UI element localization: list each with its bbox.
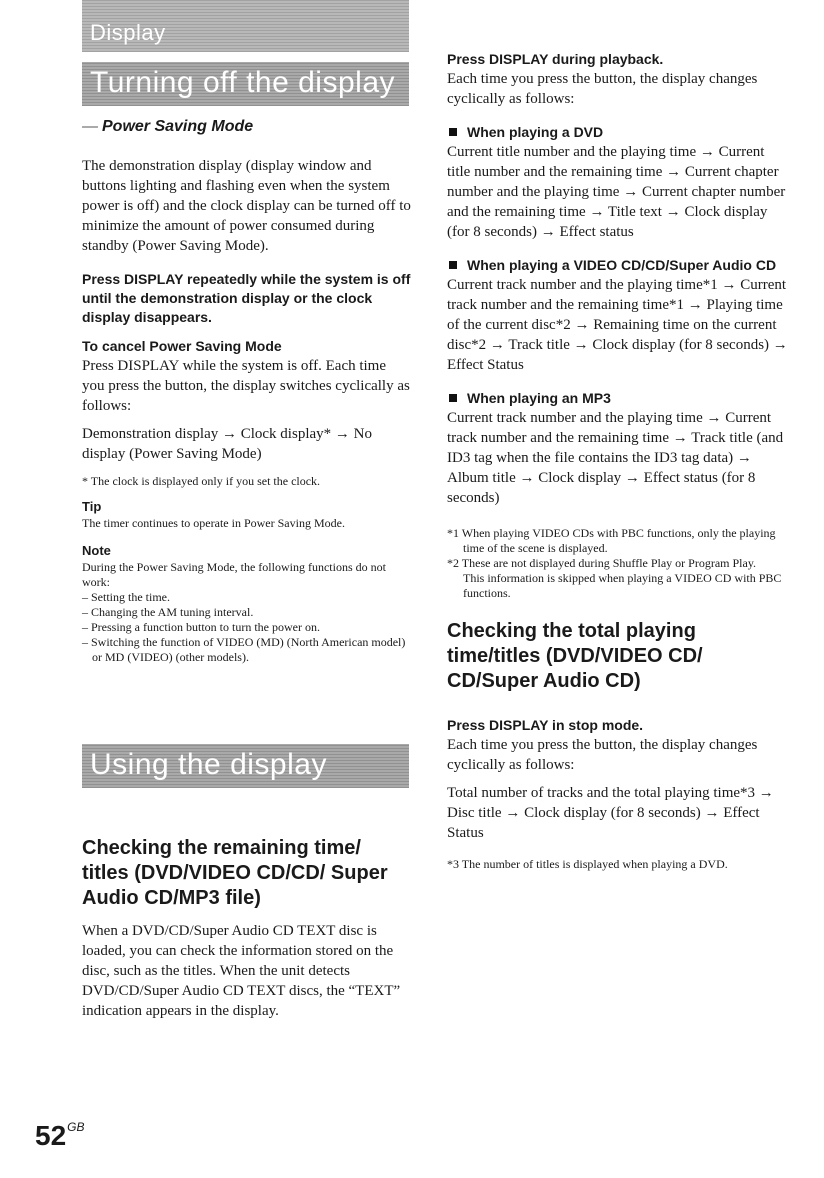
footnote-3: *3 The number of titles is displayed when playing a DVD. xyxy=(447,857,728,871)
section-tab-label: Display xyxy=(90,20,166,45)
press-playback-text: Each time you press the button, the display changes cyclically as follows: xyxy=(447,71,758,107)
banner-turning-off-label: Turning off the display xyxy=(90,66,396,99)
banner-using-display xyxy=(82,744,409,788)
page-suffix: GB xyxy=(67,1120,85,1134)
footnote-1: *1 When playing VIDEO CDs with PBC functions, only the playing time of the scene is displayed. xyxy=(447,526,776,555)
stop-cycle-text: Total number of tracks and the total playing time*3 → Disc title → Clock display (for 8 seconds) → Effect Status xyxy=(447,785,774,841)
page-number-value: 52 xyxy=(35,1120,67,1151)
banner-turning-off xyxy=(82,62,409,106)
footnote-2: *2 These are not displayed during Shuffle Play or Program Play. xyxy=(447,556,757,570)
cycle-text: Demonstration display → Clock display* → No display (Power Saving Mode) xyxy=(82,426,372,462)
note-heading: Note xyxy=(82,543,111,558)
press-stop-heading: Press DISPLAY in stop mode. xyxy=(447,717,644,733)
right-column-body xyxy=(447,50,789,872)
page-number xyxy=(35,1120,85,1152)
cancel-heading: To cancel Power Saving Mode xyxy=(82,338,282,354)
tip-heading: Tip xyxy=(82,499,102,514)
footnote-2b: This information is skipped when playing a VIDEO CD with PBC functions. xyxy=(463,571,782,600)
bullet-square-icon xyxy=(449,128,457,136)
dash-mark: — xyxy=(82,118,98,135)
mp3-text: Current track number and the playing time → Current track number and the remaining time → Track title (and ID3 tag when the file contains the ID3 tag data) → Album title → Clock display → Effect status (for 8 seconds) xyxy=(447,410,784,506)
tip-text: The timer continues to operate in Power Saving Mode. xyxy=(82,516,345,530)
bullet-square-icon xyxy=(449,394,457,402)
remaining-text: When a DVD/CD/Super Audio CD TEXT disc is loaded, you can check the information stored on the disc, such as the titles. When the unit detects DVD/CD/Super Audio CD TEXT discs, the “TEXT” indication appears in the display. xyxy=(82,923,401,1019)
remaining-heading: Checking the remaining time/ titles (DVD/VIDEO CD/CD/ Super Audio CD/MP3 file) xyxy=(82,837,388,909)
vcd-heading xyxy=(447,256,789,275)
total-heading: Checking the total playing time/titles (DVD/VIDEO CD/ CD/Super Audio CD) xyxy=(447,620,703,692)
intro-paragraph: The demonstration display (display window and buttons lighting and flashing even when the system power is off) and the clock display can be turned off to minimize the amount of power consumed during standby (Power Saving Mode). xyxy=(82,158,411,254)
remaining-section xyxy=(82,836,412,1021)
mp3-heading-text: When playing an MP3 xyxy=(467,390,611,406)
banner-using-display-label: Using the display xyxy=(90,748,327,781)
note-item: – Changing the AM tuning interval. xyxy=(82,605,254,619)
note-item: – Pressing a function button to turn the power on. xyxy=(82,620,320,634)
clock-note: * The clock is displayed only if you set the clock. xyxy=(82,474,321,488)
note-item: – Switching the function of VIDEO (MD) (North American model) or MD (VIDEO) (other models). xyxy=(82,635,406,664)
left-column-body xyxy=(82,156,412,665)
vcd-text: Current track number and the playing time*1 → Current track number and the remaining time*1 → Playing time of the current disc*2 → Remaining time on the current disc*2 → Track title → Clock display (for 8 seconds) → Effect Status xyxy=(447,277,788,373)
press-playback-heading: Press DISPLAY during playback. xyxy=(447,51,664,67)
press-stop-text: Each time you press the button, the display changes cyclically as follows: xyxy=(447,737,758,773)
power-saving-subtitle-text: Power Saving Mode xyxy=(102,118,254,135)
note-list xyxy=(82,590,412,665)
cancel-text: Press DISPLAY while the system is off. Each time you press the button, the display switches cyclically as follows: xyxy=(82,358,410,414)
mp3-heading xyxy=(447,389,789,408)
dvd-heading-text: When playing a DVD xyxy=(467,124,604,140)
dvd-text: Current title number and the playing time → Current title number and the remaining time → Current chapter number and the playing time → Current chapter number and the remaining time → Title text → Clock display (for 8 seconds) → Effect status xyxy=(447,144,786,240)
dvd-heading xyxy=(447,123,789,142)
power-saving-subtitle xyxy=(82,118,253,136)
section-tab xyxy=(82,0,409,52)
instruction-text: Press DISPLAY repeatedly while the system is off until the demonstration display or the clock display disappears. xyxy=(82,271,411,325)
note-text: During the Power Saving Mode, the following functions do not work: xyxy=(82,560,386,589)
vcd-heading-text: When playing a VIDEO CD/CD/Super Audio CD xyxy=(467,257,777,273)
note-item: – Setting the time. xyxy=(82,590,170,604)
bullet-square-icon xyxy=(449,261,457,269)
